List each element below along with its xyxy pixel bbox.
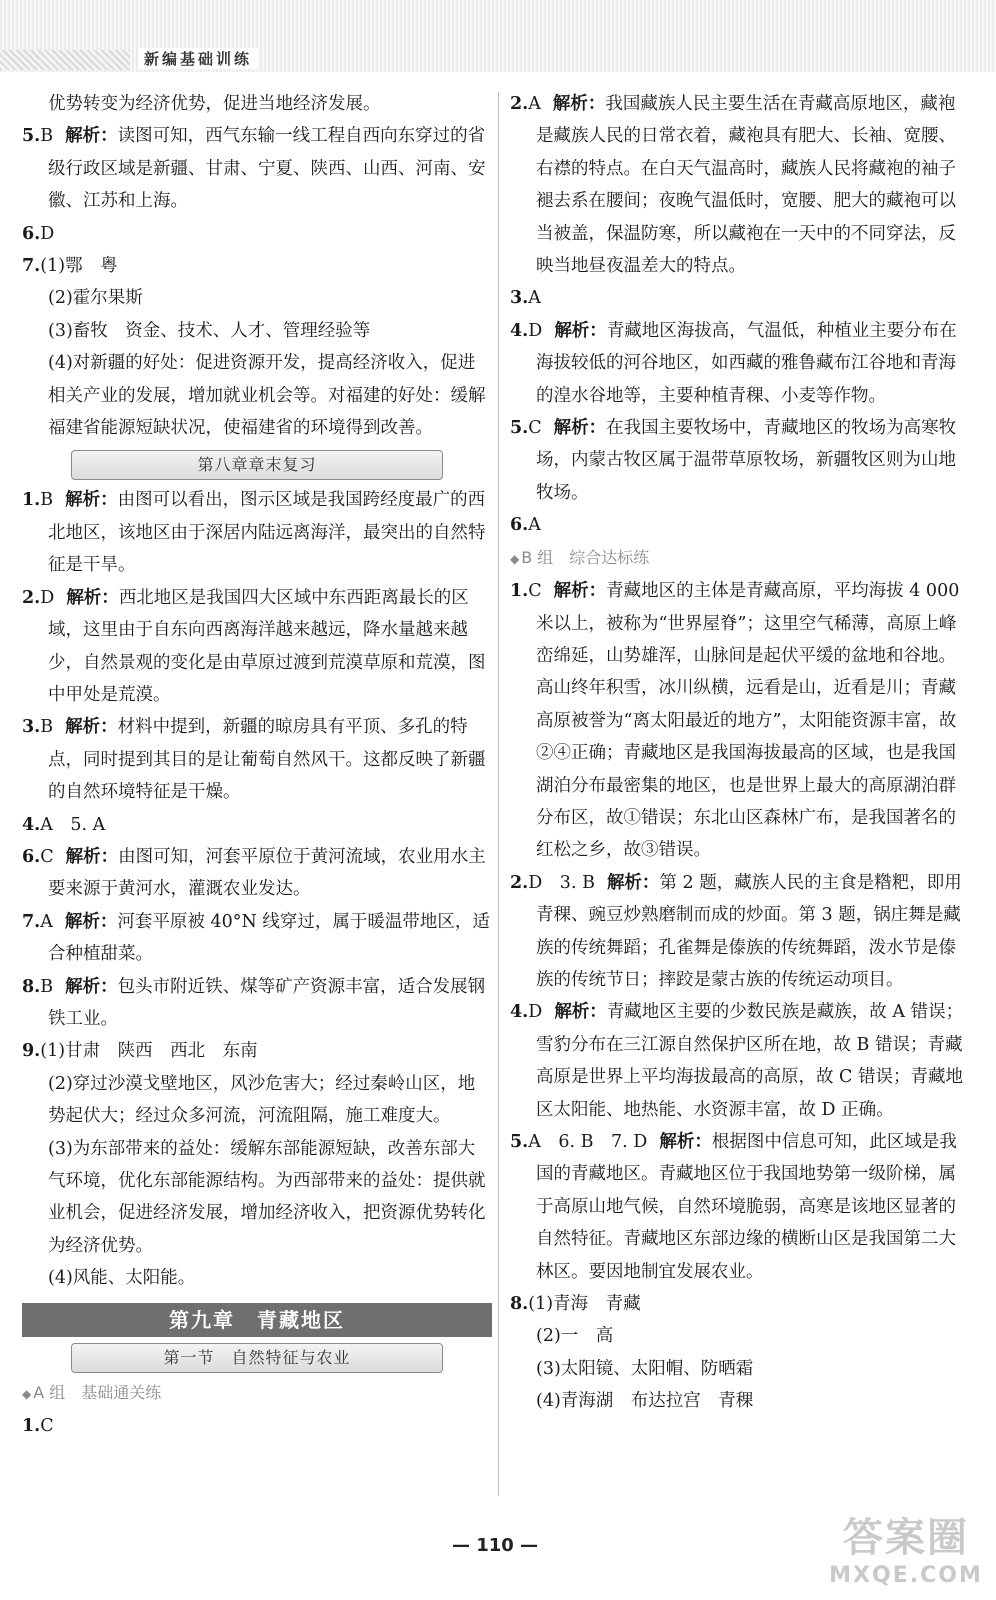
question-number: 4. <box>510 320 529 341</box>
right-column <box>510 88 972 1418</box>
watermark-logo <box>826 1502 986 1592</box>
question-number: 5. <box>22 126 41 147</box>
section-heading: 第八章章末复习 <box>71 450 443 480</box>
explanation-label: 解析： <box>553 581 607 602</box>
answer-item <box>22 906 492 971</box>
question-number: 5. <box>510 1132 529 1152</box>
answer-item <box>510 282 972 314</box>
answer-subpart: (4)青海湖 布达拉宫 青稞 <box>536 1391 754 1412</box>
answer-choice: C <box>528 581 542 602</box>
answer-item <box>22 218 492 250</box>
explanation-text: 根据图中信息可知，此区域是我国的青藏地区。青藏地区位于我国地势第一级阶梯，属于高原山地气候，自然环境脆弱，高寒是该地区显著的自然特征。青藏地区东部边缘的横断山区是我国第二大林区。要因地制宜发展农业。 <box>536 1132 957 1282</box>
explanation-text: 西北地区是我国四大区域中东西距离最长的区域，这里由于自东向西离海洋越来越远，降水量越来越少，自然景观的变化是由草原过渡到荒漠草原和荒漠，图中甲处是荒漠。 <box>48 587 486 705</box>
question-number: 1. <box>22 490 41 511</box>
answer-item <box>22 120 492 217</box>
answer-choice: D <box>40 223 55 244</box>
answer-choice: C <box>40 1416 54 1437</box>
answer-choice: B <box>40 717 54 738</box>
explanation-text: 包头市附近铁、煤等矿产资源丰富，适合发展钢铁工业。 <box>48 976 486 1029</box>
explanation-text: 由图可知，河套平原位于黄河流域，农业用水主要来源于黄河水，灌溉农业发达。 <box>48 846 486 900</box>
group-label <box>22 1377 492 1410</box>
explanation-label: 解析： <box>65 490 118 511</box>
explanation-label: 解析： <box>66 587 119 608</box>
answer-item <box>510 996 972 1126</box>
answer-item <box>22 711 492 808</box>
explanation-label: 解析： <box>554 1002 607 1023</box>
question-number: 5. <box>510 418 529 439</box>
answer-choice: B <box>40 976 54 997</box>
group-label-text: A 组 基础通关练 <box>33 1382 162 1402</box>
answer-choice: A 5. A <box>40 814 106 835</box>
explanation-label: 解析： <box>65 126 118 147</box>
question-number: 6. <box>22 223 41 244</box>
answer-subpart: (2)霍尔果斯 <box>48 288 143 309</box>
question-number: 6. <box>22 846 41 867</box>
question-number: 1. <box>510 581 529 602</box>
page-number: — 110 — <box>451 1535 539 1556</box>
question-number: 4. <box>22 814 41 835</box>
explanation-label: 解析： <box>65 717 118 738</box>
explanation-text: 读图可知，西气东输一线工程自西向东穿过的省级行政区域是新疆、甘肃、宁夏、陕西、山西、河南、安徽、江苏和上海。 <box>48 126 486 212</box>
answer-item <box>22 1035 492 1067</box>
question-number: 2. <box>510 872 529 893</box>
diamond-icon: ◆ <box>22 1386 32 1401</box>
answer-item <box>22 971 492 1036</box>
explanation-label: 解析： <box>65 976 118 997</box>
answer-choice: D <box>528 1002 543 1023</box>
explanation-text: 我国藏族人民主要生活在青藏高原地区，藏袍是藏族人民的日常衣着，藏袍具有肥大、长袖、宽腰、右襟的特点。在白天气温高时，藏族人民将藏袍的袖子褪去系在腰间；夜晚气温低时，宽腰、肥大的藏袍可以当被盖，保温防寒，所以藏袍在一天中的不同穿法，反映当地昼夜温差大的特点。 <box>536 94 956 277</box>
group-label <box>510 542 972 575</box>
explanation-label: 解析： <box>553 418 607 439</box>
answer-subpart: 优势转变为经济优势，促进当地经济发展。 <box>48 94 381 114</box>
answer-item <box>22 250 492 282</box>
answer-item <box>510 575 972 867</box>
answer-choice: A <box>528 288 541 309</box>
answer-choice: B <box>40 490 54 511</box>
explanation-label: 解析： <box>606 872 660 893</box>
question-number: 7. <box>22 911 41 932</box>
answer-item <box>510 1288 972 1320</box>
answer-item <box>510 88 972 282</box>
answer-item <box>510 509 972 541</box>
question-number: 2. <box>22 587 41 608</box>
watermark-url: MXQE.COM <box>829 1563 983 1588</box>
answer-item <box>22 1410 492 1442</box>
explanation-label: 解析： <box>554 320 607 341</box>
explanation-text: 青藏地区海拔高，气温低，种植业主要分布在海拔较低的河谷地区，如西藏的雅鲁藏布江谷地和青海的湟水谷地等，主要种植青稞、小麦等作物。 <box>536 320 957 406</box>
answer-item <box>510 1126 972 1288</box>
answer-subpart: (2)一 高 <box>536 1326 614 1347</box>
answer-choice: A <box>528 515 541 536</box>
question-number: 3. <box>510 288 529 309</box>
diamond-icon: ◆ <box>510 551 520 566</box>
explanation-text: 第 2 题，藏族人民的主食是糌粑，即用青稞、豌豆炒熟磨制而成的炒面。第 3 题，锅庄舞是藏族的传统舞蹈；孔雀舞是傣族的传统舞蹈，泼水节是傣族的传统节日；摔跤是蒙古族的传统运动项目。 <box>536 872 962 990</box>
question-number: 6. <box>510 515 529 536</box>
answer-choice: A <box>40 911 53 932</box>
answer-choice: C <box>40 846 54 867</box>
question-number: 9. <box>22 1041 41 1062</box>
answer-subpart: (4)对新疆的好处：促进资源开发，提高经济收入，促进相关产业的发展，增加就业机会等。对福建的好处：缓解福建省能源短缺状况，使福建省的环境得到改善。 <box>48 353 486 439</box>
answer-choice: (1)鄂 粤 <box>40 256 118 277</box>
answer-choice: A <box>528 94 541 114</box>
question-number: 8. <box>510 1294 529 1315</box>
explanation-text: 材料中提到，新疆的晾房具有平顶、多孔的特点，同时提到其目的是让葡萄自然风干。这都反映了新疆的自然环境特征是干燥。 <box>48 717 486 803</box>
answer-subpart: (2)穿过沙漠戈壁地区，风沙危害大；经过秦岭山区，地势起伏大；经过众多河流，河流阻隔，施工难度大。 <box>48 1073 476 1127</box>
answer-item <box>22 809 492 841</box>
explanation-text: 由图可以看出，图示区域是我国跨经度最广的西北地区，该地区由于深居内陆远离海洋，最突出的自然特征是干旱。 <box>48 490 486 576</box>
explanation-label: 解析： <box>659 1132 712 1152</box>
answer-item <box>510 867 972 997</box>
question-number: 4. <box>510 1002 529 1023</box>
explanation-label: 解析： <box>65 846 119 867</box>
answer-subpart: (4)风能、太阳能。 <box>48 1268 196 1289</box>
answer-choice: A 6. B 7. D <box>528 1132 648 1152</box>
chapter-heading: 第九章 青藏地区 <box>22 1303 492 1337</box>
question-number: 8. <box>22 976 41 997</box>
answer-item <box>510 412 972 509</box>
explanation-text: 青藏地区的主体是青藏高原，平均海拔 4 000 米以上，被称为“世界屋脊”；这里空气稀薄，高原上峰峦绵延，山势雄浑，山脉间是起伏平缓的盆地和谷地。高山终年积雪，冰川纵横，远看是山，近看是川；青藏高原被誉为“离太阳最近的地方”，太阳能资源丰富，故②④正确；青藏地区是我国海拔最高的区域，也是我国湖泊分布最密集的地区，也是世界上最大的高原湖泊群分布区，故①错误；东北山区森林广布，是我国著名的红松之乡，故③错误。 <box>536 581 960 861</box>
explanation-label: 解析： <box>552 94 606 114</box>
answer-item <box>510 315 972 412</box>
explanation-text: 在我国主要牧场中，青藏地区的牧场为高寒牧场，内蒙古牧区属于温带草原牧场，新疆牧区则为山地牧场。 <box>536 418 957 503</box>
answer-subpart: (3)为东部带来的益处：缓解东部能源短缺，改善东部大气环境，优化东部能源结构。为西部带来的益处：提供就业机会，促进经济发展，增加经济收入，把资源优势转化为经济优势。 <box>48 1138 486 1256</box>
answer-choice: D <box>40 587 55 608</box>
answer-subpart: (3)畜牧 资金、技术、人才、管理经验等 <box>48 320 371 341</box>
question-number: 7. <box>22 256 41 277</box>
explanation-label: 解析： <box>64 911 118 932</box>
answer-item <box>22 841 492 906</box>
answer-choice: (1)青海 青藏 <box>528 1294 641 1315</box>
group-label-text: B 组 综合达标练 <box>521 547 650 567</box>
question-number: 1. <box>22 1416 41 1437</box>
answer-subpart: (3)太阳镜、太阳帽、防晒霜 <box>536 1358 754 1379</box>
question-number: 3. <box>22 717 41 738</box>
left-column <box>22 88 492 1442</box>
question-number: 2. <box>510 94 529 114</box>
answer-choice: C <box>528 418 542 439</box>
explanation-text: 河套平原被 40°N 线穿过，属于暖温带地区，适合种植甜菜。 <box>48 911 490 965</box>
watermark-text: 答案圈 <box>843 1515 969 1561</box>
section-heading: 第一节 自然特征与农业 <box>71 1343 443 1373</box>
answer-choice: D 3. B <box>528 872 595 893</box>
answer-choice: (1)甘肃 陕西 西北 东南 <box>40 1041 258 1062</box>
answer-item <box>22 484 492 581</box>
answer-choice: D <box>528 320 543 341</box>
explanation-text: 青藏地区主要的少数民族是藏族，故 A 错误；雪豹分布在三江源自然保护区所在地，故 B 错误；青藏高原是世界上平均海拔最高的高原，故 C 错误；青藏地区太阳能、地热能、水资源丰富，故 D 正确。 <box>536 1002 964 1120</box>
column-divider <box>498 92 499 1496</box>
header-decoration <box>0 50 130 70</box>
book-title: 新编基础训练 <box>138 48 258 69</box>
answer-item <box>22 582 492 712</box>
answer-choice: B <box>40 126 54 147</box>
